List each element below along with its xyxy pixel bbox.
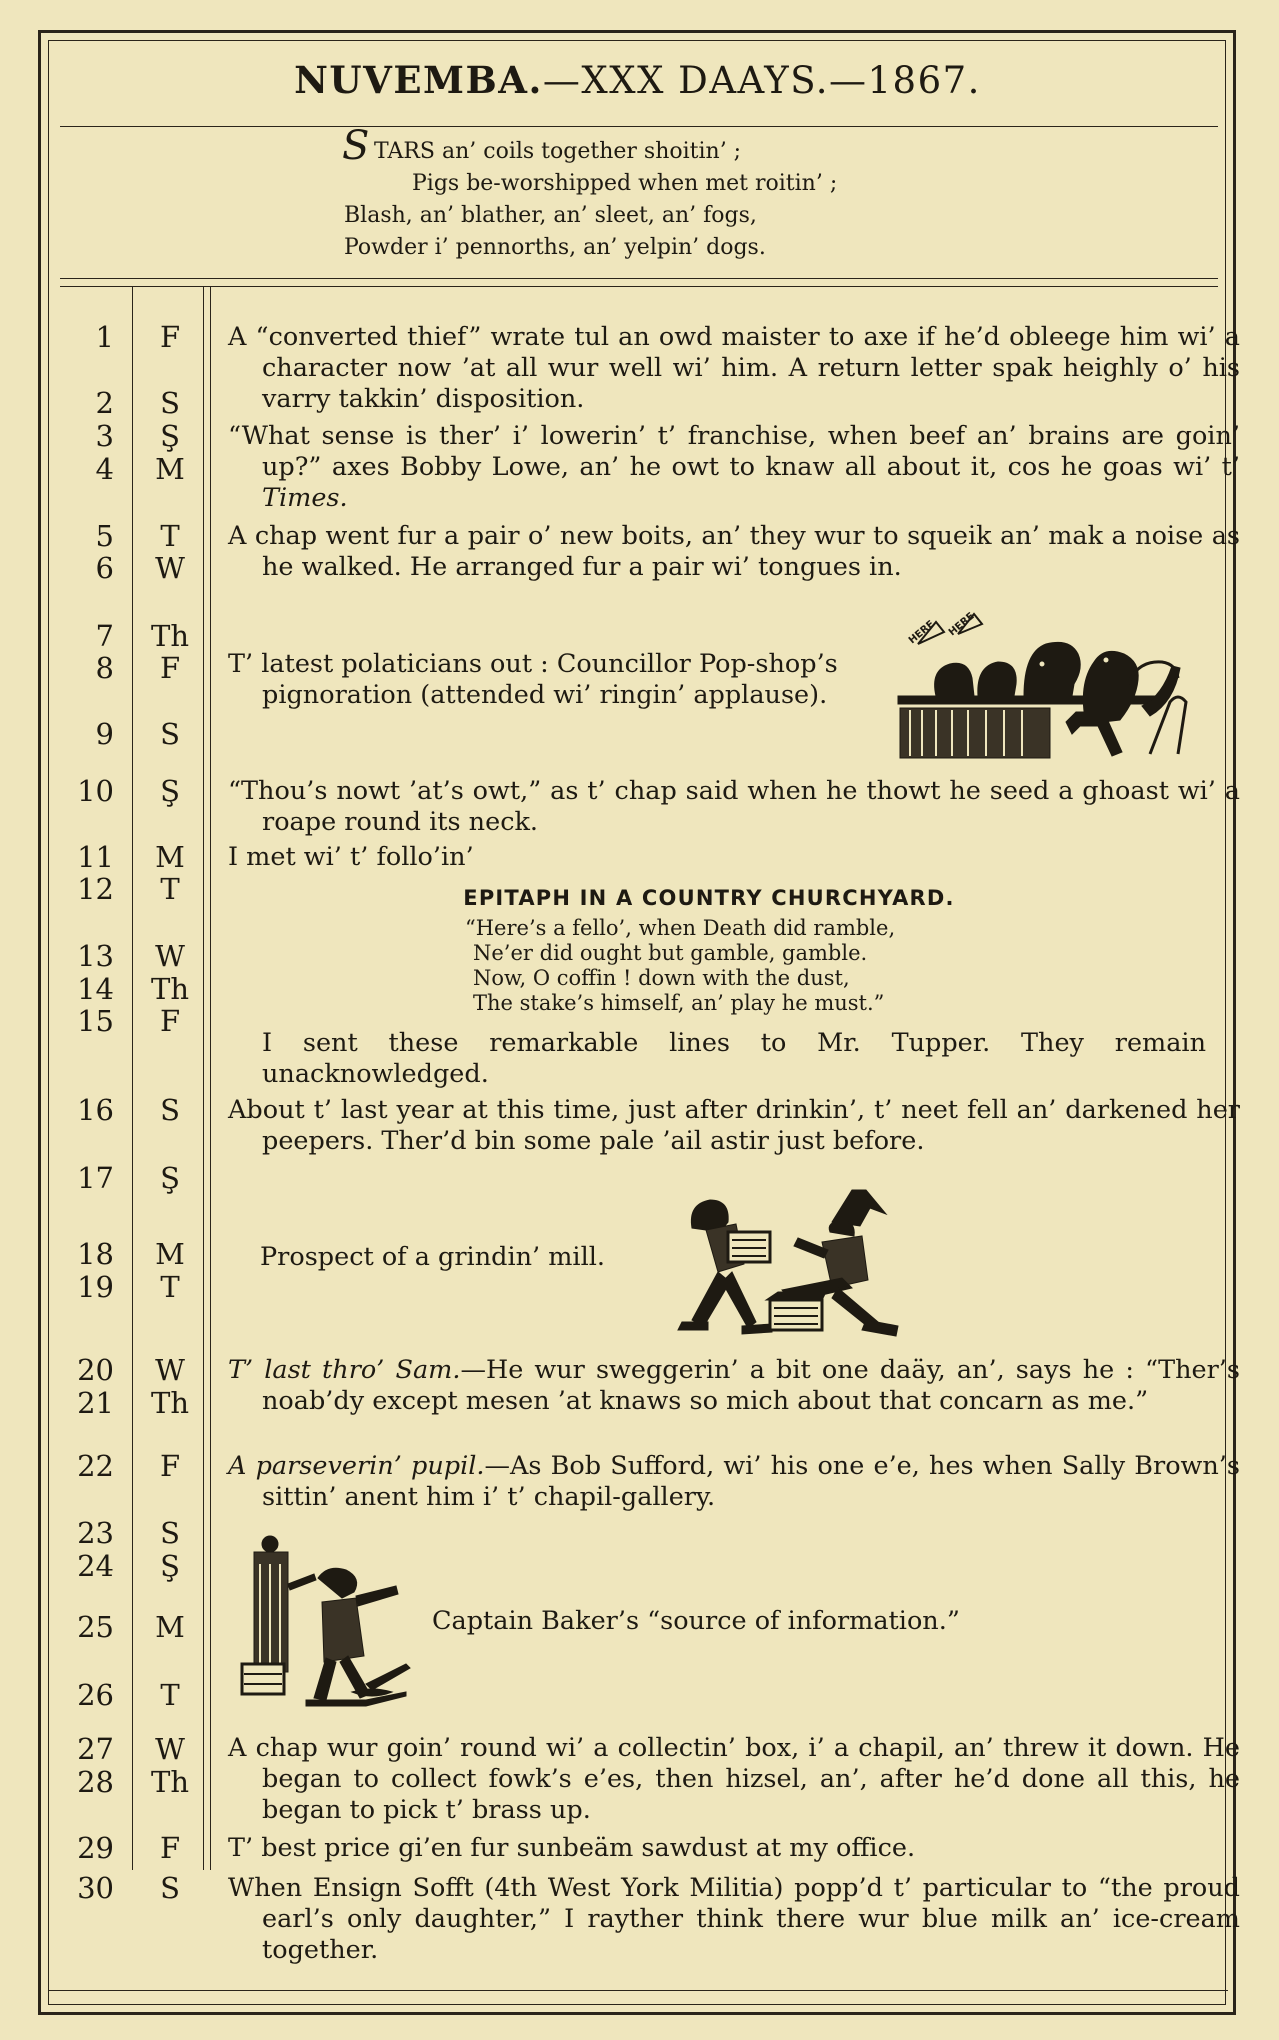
weekday: F: [159, 1449, 181, 1483]
day-number: 20: [77, 1353, 114, 1387]
caption-grindin-mill: Prospect of a grindin’ mill.: [260, 1242, 605, 1272]
page-title: NUVEMBA.—XXX DAAYS.—1867.: [294, 58, 981, 102]
day-number: 15: [77, 1004, 114, 1038]
cheer-word: HERE: [946, 610, 977, 639]
grindin-mill-illustration: [662, 1172, 918, 1348]
pump-illustration: [236, 1534, 422, 1710]
double-rule-bottom: [60, 286, 1218, 287]
day-number: 10: [77, 774, 114, 808]
day-number: 22: [77, 1449, 114, 1483]
drop-cap: S: [342, 123, 370, 169]
entry-last-year: About t’ last year at this time, just after drinkin’, t’ neet fell an’ darkened her peepers. Ther’d bin some pale ’ail astir just before.: [228, 1095, 1240, 1156]
day-number: 18: [77, 1237, 114, 1271]
weekday: F: [159, 1004, 181, 1038]
epitaph-line: “Here’s a fello’, when Death did ramble,: [465, 916, 896, 940]
weekday: S: [160, 1516, 180, 1550]
pigs-council-illustration: [896, 604, 1196, 766]
epitaph-line: Ne’er did ought but gamble, gamble.: [473, 941, 868, 965]
day-number: 29: [77, 1831, 114, 1865]
entry-collectin-box: A chap wur goin’ round wi’ a collectin’ box, i’ a chapil, an’ threw it down. He began to collect fowk’s e’es, then hizsel, an’, after he’d done all this, he began to pick t’ brass up.: [228, 1733, 1240, 1825]
day-number: 13: [77, 939, 114, 973]
day-number: 6: [95, 551, 114, 585]
day-number: 27: [77, 1732, 114, 1766]
day-number: 7: [95, 619, 114, 653]
weekday: M: [155, 452, 185, 486]
weekday: F: [159, 651, 181, 685]
column-rule-1: [132, 286, 133, 1870]
cheer-word: HERE: [906, 618, 937, 647]
day-number: 30: [77, 1871, 114, 1905]
entry-parseverin-pupil: A parseverin’ pupil.—As Bob Sufford, wi’ his one e’e, hes when Sally Brown’s sittin’ anent him i’ t’ chapil-gallery.: [228, 1451, 1240, 1512]
day-number: 24: [77, 1549, 114, 1583]
day-number: 9: [95, 717, 114, 751]
entry-ghoast: “Thou’s nowt ’at’s owt,” as t’ chap said when he thowt he seed a ghoast wi’ a roape round its neck.: [228, 776, 1240, 837]
weekday: S: [160, 1871, 180, 1905]
weekday: M: [155, 1610, 185, 1644]
verse-line-2: Pigs be-worshipped when met roitin’ ;: [412, 171, 838, 196]
title-rule: [60, 126, 1218, 127]
entry-sunbeam-sawdust: T’ best price gi’en fur sunbeäm sawdust at my office.: [228, 1833, 916, 1863]
day-number: 3: [95, 419, 114, 453]
entry-last-thro-sam: T’ last thro’ Sam.—He wur sweggerin’ a bit one daäy, an’, says he : “Ther’s noab’dy except mesen ’at knaws so mich about that concarn as me.”: [228, 1355, 1240, 1416]
verse: [342, 123, 1044, 264]
day-number: 5: [95, 519, 114, 553]
weekday: Th: [150, 1765, 190, 1799]
weekday: Th: [150, 619, 190, 653]
double-rule-top: [60, 278, 1218, 279]
day-number: 21: [77, 1386, 114, 1420]
weekday: Ş: [160, 774, 180, 808]
weekday: Th: [150, 972, 190, 1006]
entry-new-boots: A chap went fur a pair o’ new boits, an’ they wur to squeik an’ mak a noise as he walked. He arranged fur a pair wi’ tongues in.: [228, 521, 1240, 582]
verse-line-4: Powder i’ pennorths, an’ yelpin’ dogs.: [344, 235, 766, 260]
entry-converted-thief: A “converted thief” wrate tul an owd maister to axe if he’d obleege him wi’ a character now ’at all wur well wi’ him. A return letter spak heighly o’ his varry takkin’ disposition.: [228, 322, 1240, 414]
weekday: T: [160, 872, 180, 906]
weekday: M: [155, 1237, 185, 1271]
day-number: 28: [77, 1765, 114, 1799]
weekday: W: [155, 1732, 185, 1766]
day-number: 19: [77, 1270, 114, 1304]
bottom-rule: [48, 1990, 1228, 1991]
weekday: T: [160, 1678, 180, 1712]
column-rule-3: [210, 286, 211, 1870]
epitaph-heading: EPITAPH IN A COUNTRY CHURCHYARD.: [463, 886, 955, 910]
entry-ensign-sofft: When Ensign Sofft (4th West York Militia) popp’d t’ particular to “the proud earl’s only daughter,” I rayther think there wur blue milk an’ ice-cream together.: [228, 1873, 1240, 1965]
day-number: 17: [77, 1161, 114, 1195]
weekday: Th: [150, 1386, 190, 1420]
entry-tupper: I sent these remarkable lines to Mr. Tupper. They remain unacknowledged.: [262, 1028, 1206, 1089]
weekday: S: [160, 386, 180, 420]
weekday: Ş: [160, 1161, 180, 1195]
day-number: 11: [77, 840, 114, 874]
caption-captain-baker: Captain Baker’s “source of information.”: [432, 1606, 960, 1636]
day-number: 8: [95, 651, 114, 685]
day-number: 4: [95, 452, 114, 486]
entry-follo-in: I met wi’ t’ follo’in’: [228, 842, 474, 872]
epitaph-line: The stake’s himself, an’ play he must.”: [473, 991, 885, 1015]
weekday: T: [160, 1270, 180, 1304]
weekday: S: [160, 1093, 180, 1127]
day-number: 1: [95, 320, 114, 354]
weekday: F: [159, 320, 181, 354]
day-number: 23: [77, 1516, 114, 1550]
weekday: W: [155, 939, 185, 973]
weekday: W: [155, 551, 185, 585]
weekday: T: [160, 519, 180, 553]
day-number: 26: [77, 1678, 114, 1712]
epitaph: [465, 916, 895, 1016]
weekday: M: [155, 840, 185, 874]
column-rule-2: [203, 286, 204, 1870]
entry-franchise: “What sense is ther’ i’ lowerin’ t’ franchise, when beef an’ brains are goin’ up?” axes Bobby Lowe, an’ he owt to knaw all about it, cos he goas wi’ t’ Times.: [228, 421, 1240, 513]
weekday: Ş: [160, 1549, 180, 1583]
verse-line-3: Blash, an’ blather, an’ sleet, an’ fogs,: [344, 203, 757, 228]
weekday: W: [155, 1353, 185, 1387]
weekday: Ş: [160, 419, 180, 453]
weekday: F: [159, 1831, 181, 1865]
day-number: 14: [77, 972, 114, 1006]
weekday: S: [160, 717, 180, 751]
day-number: 2: [95, 386, 114, 420]
day-number: 16: [77, 1093, 114, 1127]
caption-polaticians: T’ latest polaticians out : Councillor Pop-shop’s pignoration (attended wi’ ringin’ applause).: [228, 649, 838, 710]
epitaph-line: Now, O coffin ! down with the dust,: [473, 966, 850, 990]
verse-line-1: TARS an’ coils together shoitin’ ;: [374, 139, 742, 164]
day-number: 25: [77, 1610, 114, 1644]
day-number: 12: [77, 872, 114, 906]
